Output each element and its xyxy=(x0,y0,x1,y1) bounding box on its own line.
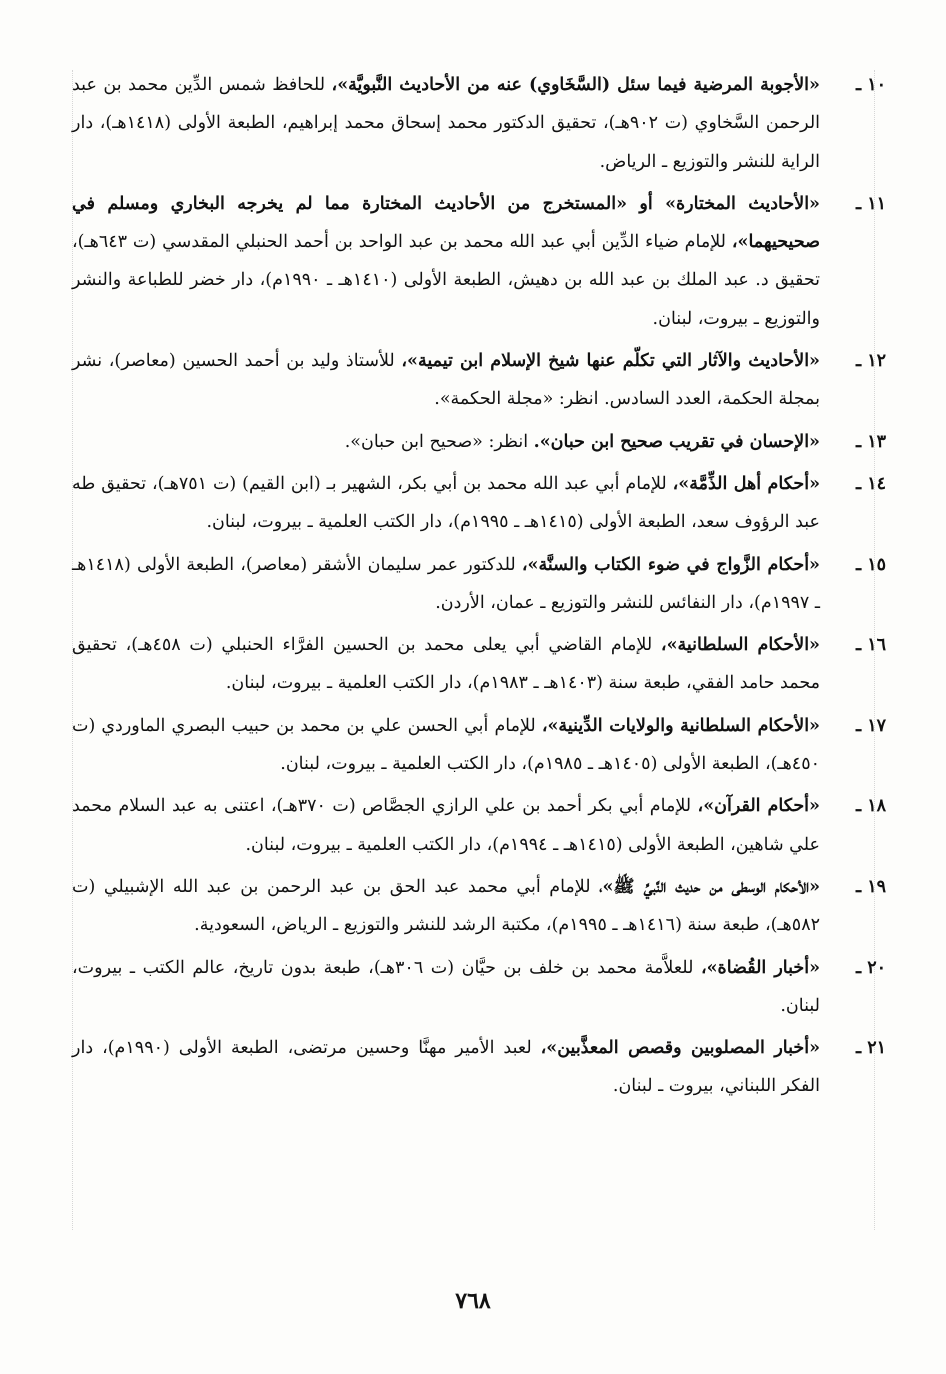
bibliography-list xyxy=(72,66,886,1106)
bibliography-entry xyxy=(72,1029,886,1106)
entry-details: للإمام أبي الحسن علي بن محمد بن حبيب البصري الماوردي (ت ٤٥٠هـ)، الطبعة الأولى (١٤٠٥هـ ـ ١٩٨٥م)، دار الكتب العلمية ـ بيروت، لبنان. xyxy=(72,715,820,775)
bibliography-entry xyxy=(72,626,886,703)
entry-number: ١٢ ـ xyxy=(855,351,886,372)
entry-title: «أحكام الزَّواج في ضوء الكتاب والسنَّة»، xyxy=(521,554,820,575)
entry-details: للدكتور عمر سليمان الأشقر (معاصر)، الطبعة الأولى (١٤١٨هـ ـ ١٩٩٧م)، دار النفائس للنشر والتوزيع ـ عمان، الأردن. xyxy=(72,554,820,613)
entry-number: ١٣ ـ xyxy=(855,431,886,452)
entry-number: ١٠ ـ xyxy=(855,75,886,95)
bibliography-entry xyxy=(72,949,886,1026)
entry-number: ٢٠ ـ xyxy=(855,957,886,978)
entry-details: للعلاَّمة محمد بن خلف بن حيَّان (ت ٣٠٦هـ)، طبعة بدون تاريخ، عالم الكتب ـ بيروت، لبنان. xyxy=(72,957,820,1016)
entry-title: «الأجوبة المرضية فيما سئل (السَّخَاوي) عنه من الأحاديث النَّبويَّة»، xyxy=(331,75,820,95)
bibliography-entry xyxy=(72,546,886,623)
entry-title: «أحكام أهل الذِّمَّة»، xyxy=(672,473,821,494)
entry-details: للإمام أبي عبد الله محمد بن أبي بكر، الشهير بـ (ابن القيم) (ت ٧٥١هـ)، تحقيق طه عبد الرؤوف سعد، الطبعة الأولى (١٤١٥هـ ـ ١٩٩٥م)، دار الكتب العلمية ـ بيروت، لبنان. xyxy=(72,473,820,533)
entry-number: ١٥ ـ xyxy=(855,554,886,575)
entry-title: «الأحاديث المختارة» أو «المستخرج من الأحاديث المختارة مما لم يخرجه البخاري ومسلم في صحيحيهما»، xyxy=(72,193,820,253)
bibliography-entry xyxy=(72,342,886,419)
bibliography-entry xyxy=(72,66,886,181)
entry-title: «أخبار القُضاة»، xyxy=(700,957,821,978)
bibliography-entry xyxy=(72,423,886,461)
bibliography-entry xyxy=(72,707,886,784)
bibliography-entry xyxy=(72,868,886,945)
entry-number: ١٦ ـ xyxy=(855,635,886,656)
entry-title: «الإحسان في تقريب صحيح ابن حبان». xyxy=(533,431,820,452)
entry-details: للإمام ضياء الدِّين أبي عبد الله محمد بن عبد الواحد بن أحمد الحنبلي المقدسي (ت ٦٤٣هـ)، تحقيق د. عبد الملك بن عبد الله بن دهيش، الطبعة الأولى (١٤١٠هـ ـ ١٩٩٠م)، دار خضر للطباعة والنشر والتوزيع ـ بيروت، لبنان. xyxy=(72,232,820,329)
entry-details: للأستاذ وليد بن أحمد الحسين (معاصر)، نشر بمجلة الحكمة، العدد السادس. انظر: «مجلة الحكمة». xyxy=(72,351,820,410)
bibliography-entry xyxy=(72,787,886,864)
entry-number: ١٩ ـ xyxy=(855,876,886,897)
entry-number: ١٤ ـ xyxy=(855,473,886,494)
entry-title: «الأحكام السلطانية»، xyxy=(660,635,820,656)
entry-details: للحافظ شمس الدِّين محمد بن عبد الرحمن السَّخاوي (ت ٩٠٢هـ)، تحقيق الدكتور محمد إسحاق محمد إبراهيم، الطبعة الأولى (١٤١٨هـ)، دار الراية للنشر والتوزيع ـ الرياض. xyxy=(72,75,821,172)
entry-title: «أخبار المصلوبين وقصص المعذَّبين»، xyxy=(540,1038,821,1059)
entry-number: ١٧ ـ xyxy=(855,715,886,736)
bibliography-entry xyxy=(72,185,886,338)
entry-number: ١٨ ـ xyxy=(855,796,886,817)
entry-title: «أحكام القرآن»، xyxy=(697,796,820,817)
entry-details: انظر: «صحيح ابن حبان». xyxy=(344,431,534,452)
entry-details: لعبد الأمير مهنَّا وحسين مرتضى، الطبعة الأولى (١٩٩٠م)، دار الفكر اللبناني، بيروت ـ لبنان. xyxy=(72,1038,820,1097)
entry-title: «الأحكام السلطانية والولايات الدِّينية»، xyxy=(541,715,820,736)
bibliography-entry xyxy=(72,465,886,542)
entry-title: «الأحكام الوسطى من حديث النَّبيِّ ﷺ»، xyxy=(599,876,821,897)
entry-details: للإمام القاضي أبي يعلى محمد بن الحسين الفرَّاء الحنبلي (ت ٤٥٨هـ)، تحقيق محمد حامد الفقي، طبعة سنة (١٤٠٣هـ ـ ١٩٨٣م)، دار الكتب العلمية ـ بيروت، لبنان. xyxy=(72,635,820,694)
entry-title: «الأحاديث والآثار التي تكلّم عنها شيخ الإسلام ابن تيمية»، xyxy=(401,351,820,372)
entry-number: ٢١ ـ xyxy=(855,1038,886,1059)
entry-details: للإمام أبي محمد عبد الحق بن عبد الرحمن بن عبد الله الإشبيلي (ت ٥٨٢هـ)، طبعة سنة (١٤١٦هـ ـ ١٩٩٥م)، مكتبة الرشد للنشر والتوزيع ـ الرياض، السعودية. xyxy=(72,876,820,936)
entry-number: ١١ ـ xyxy=(855,193,886,214)
entry-details: للإمام أبي بكر أحمد بن علي الرازي الجصَّاص (ت ٣٧٠هـ)، اعتنى به عبد السلام محمد علي شاهين، الطبعة الأولى (١٤١٥هـ ـ ١٩٩٤م)، دار الكتب العلمية ـ بيروت، لبنان. xyxy=(72,796,820,855)
page-number: ٧٦٨ xyxy=(455,1288,491,1314)
